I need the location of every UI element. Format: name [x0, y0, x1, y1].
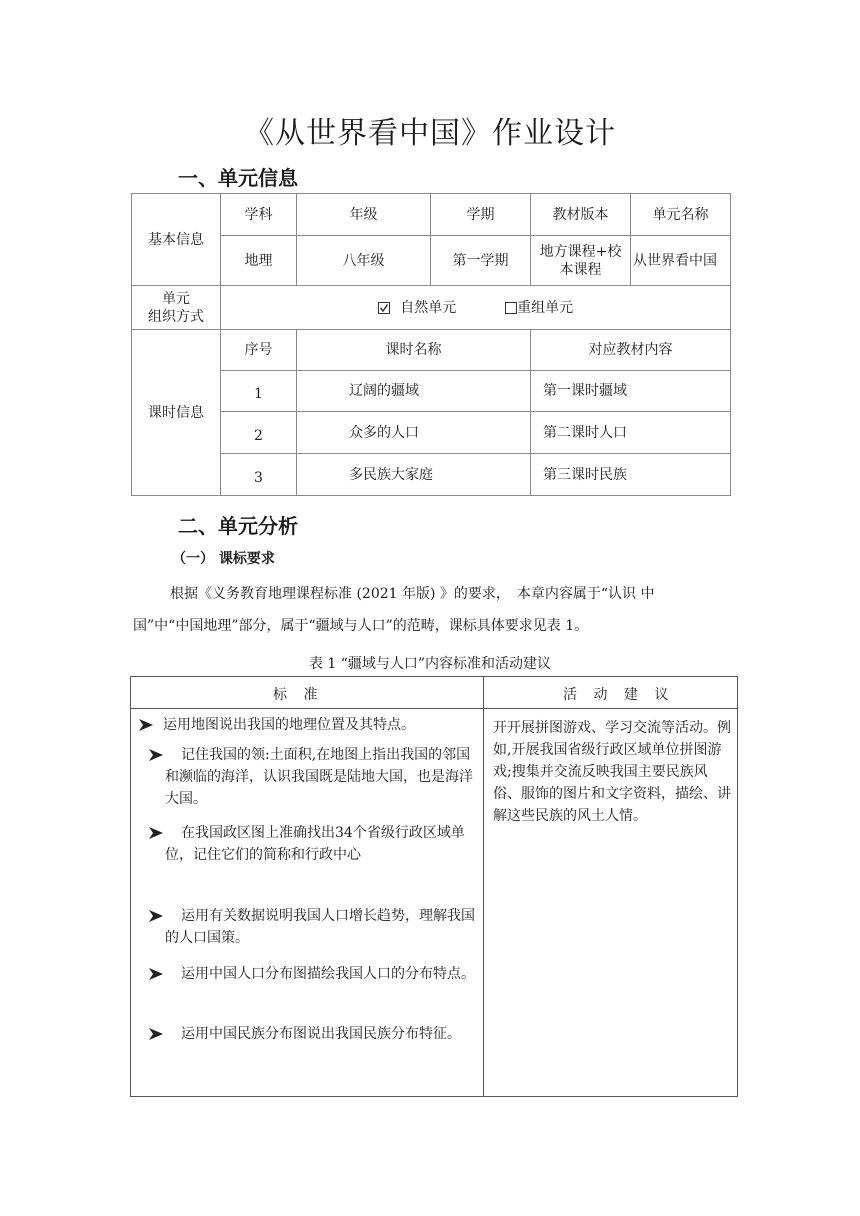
- arrow-bullet-icon: [149, 909, 163, 923]
- section-heading-unit-info: 一、单元信息: [178, 166, 298, 190]
- header-grade: 年级: [297, 194, 431, 236]
- header-activity: 活 动 建 议: [563, 687, 675, 703]
- table-caption: 表 1 “疆域与人口”内容标准和活动建议: [308, 656, 552, 672]
- section-heading-unit-analysis: 二、单元分析: [178, 514, 298, 538]
- lesson-no: 3: [221, 454, 297, 496]
- org-label-line2: 组织方式: [148, 308, 204, 325]
- lesson-name: 多民族大家庭: [297, 454, 531, 496]
- activity-suggestion: 开开展拼图游戏、学习交流等活动。例如,开展我国省级行政区域单位拼图游戏;搜集并交流反映我国主要民族风俗、服饰的图片和文字资料，描绘、讲解这些民族的风土人情。: [493, 720, 731, 824]
- org-label: [132, 286, 221, 330]
- table-row: [132, 454, 731, 496]
- lesson-content: 第一课时疆域: [531, 371, 731, 412]
- header-unit-name: 单元名称: [631, 194, 731, 236]
- lesson-header-name: 课时名称: [297, 330, 531, 371]
- table-row: [132, 371, 731, 412]
- header-textbook: 教材版本: [531, 194, 631, 236]
- subsection-heading-standards: （一） 课标要求: [172, 551, 275, 567]
- standard-item: 在我国政区图上准确找出34个省级行政区域单位，记住它们的简称和行政中心: [139, 822, 484, 866]
- org-options: [221, 286, 731, 330]
- unit-info-table: [131, 193, 731, 496]
- arrow-bullet-icon: [149, 967, 163, 981]
- table-row: [132, 412, 731, 454]
- regroup-unit-checkbox[interactable]: [505, 302, 517, 314]
- value-semester: 第一学期: [431, 236, 531, 286]
- lesson-no: 1: [221, 371, 297, 412]
- lesson-header-content: 对应教材内容: [531, 330, 731, 371]
- header-subject: 学科: [221, 194, 297, 236]
- lesson-header-no: 序号: [221, 330, 297, 371]
- header-semester: 学期: [431, 194, 531, 236]
- arrow-bullet-icon: [139, 718, 153, 732]
- checkmark-icon: [379, 303, 389, 313]
- lesson-name: 辽阔的疆域: [297, 371, 531, 412]
- standard-item: 记住我国的领:土面积,在地图上指出我国的邻国和濒临的海洋，认识我国既是陆地大国，也是海洋大国。: [139, 744, 484, 810]
- header-divider: [131, 708, 737, 709]
- natural-unit-label: 自然单元: [400, 299, 457, 316]
- lesson-content: 第二课时人口: [531, 412, 731, 454]
- standard-item: 运用中国人口分布图描绘我国人口的分布特点。: [139, 963, 484, 985]
- standards-table: [130, 676, 738, 1097]
- arrow-bullet-icon: [149, 826, 163, 840]
- lesson-no: 2: [221, 412, 297, 454]
- lesson-name: 众多的人口: [297, 412, 531, 454]
- value-grade: 八年级: [297, 236, 431, 286]
- arrow-bullet-icon: [149, 748, 163, 762]
- value-textbook: 地方课程+校本课程: [531, 236, 631, 286]
- value-unit-name: 从世界看中国: [631, 236, 731, 286]
- paragraph-line-2: 国”中“中国地理”部分，属于“疆域与人口”的范畴，课标具体要求见表 1。: [133, 618, 589, 634]
- arrow-bullet-icon: [149, 1027, 163, 1041]
- org-label-line1: 单元: [162, 290, 190, 307]
- header-standard: 标 准: [273, 687, 324, 703]
- regroup-unit-label: 重组单元: [517, 299, 574, 316]
- standard-item: 运用有关数据说明我国人口增长趋势，理解我国的人口国策。: [139, 905, 484, 949]
- basic-info-label: 基本信息: [132, 194, 221, 286]
- value-subject: 地理: [221, 236, 297, 286]
- lesson-info-label: 课时信息: [132, 330, 221, 496]
- paragraph-line-1: 根据《义务教育地理课程标准 (2021 年版) 》的要求， 本章内容属于“认识 中: [170, 586, 655, 602]
- natural-unit-checkbox[interactable]: [378, 302, 390, 314]
- document-title: 《从世界看中国》作业设计: [244, 116, 616, 151]
- lesson-content: 第三课时民族: [531, 454, 731, 496]
- standard-item: 运用中国民族分布图说出我国民族分布特征。: [139, 1023, 484, 1045]
- standard-item: 运用地图说出我国的地理位置及其特点。: [139, 714, 484, 736]
